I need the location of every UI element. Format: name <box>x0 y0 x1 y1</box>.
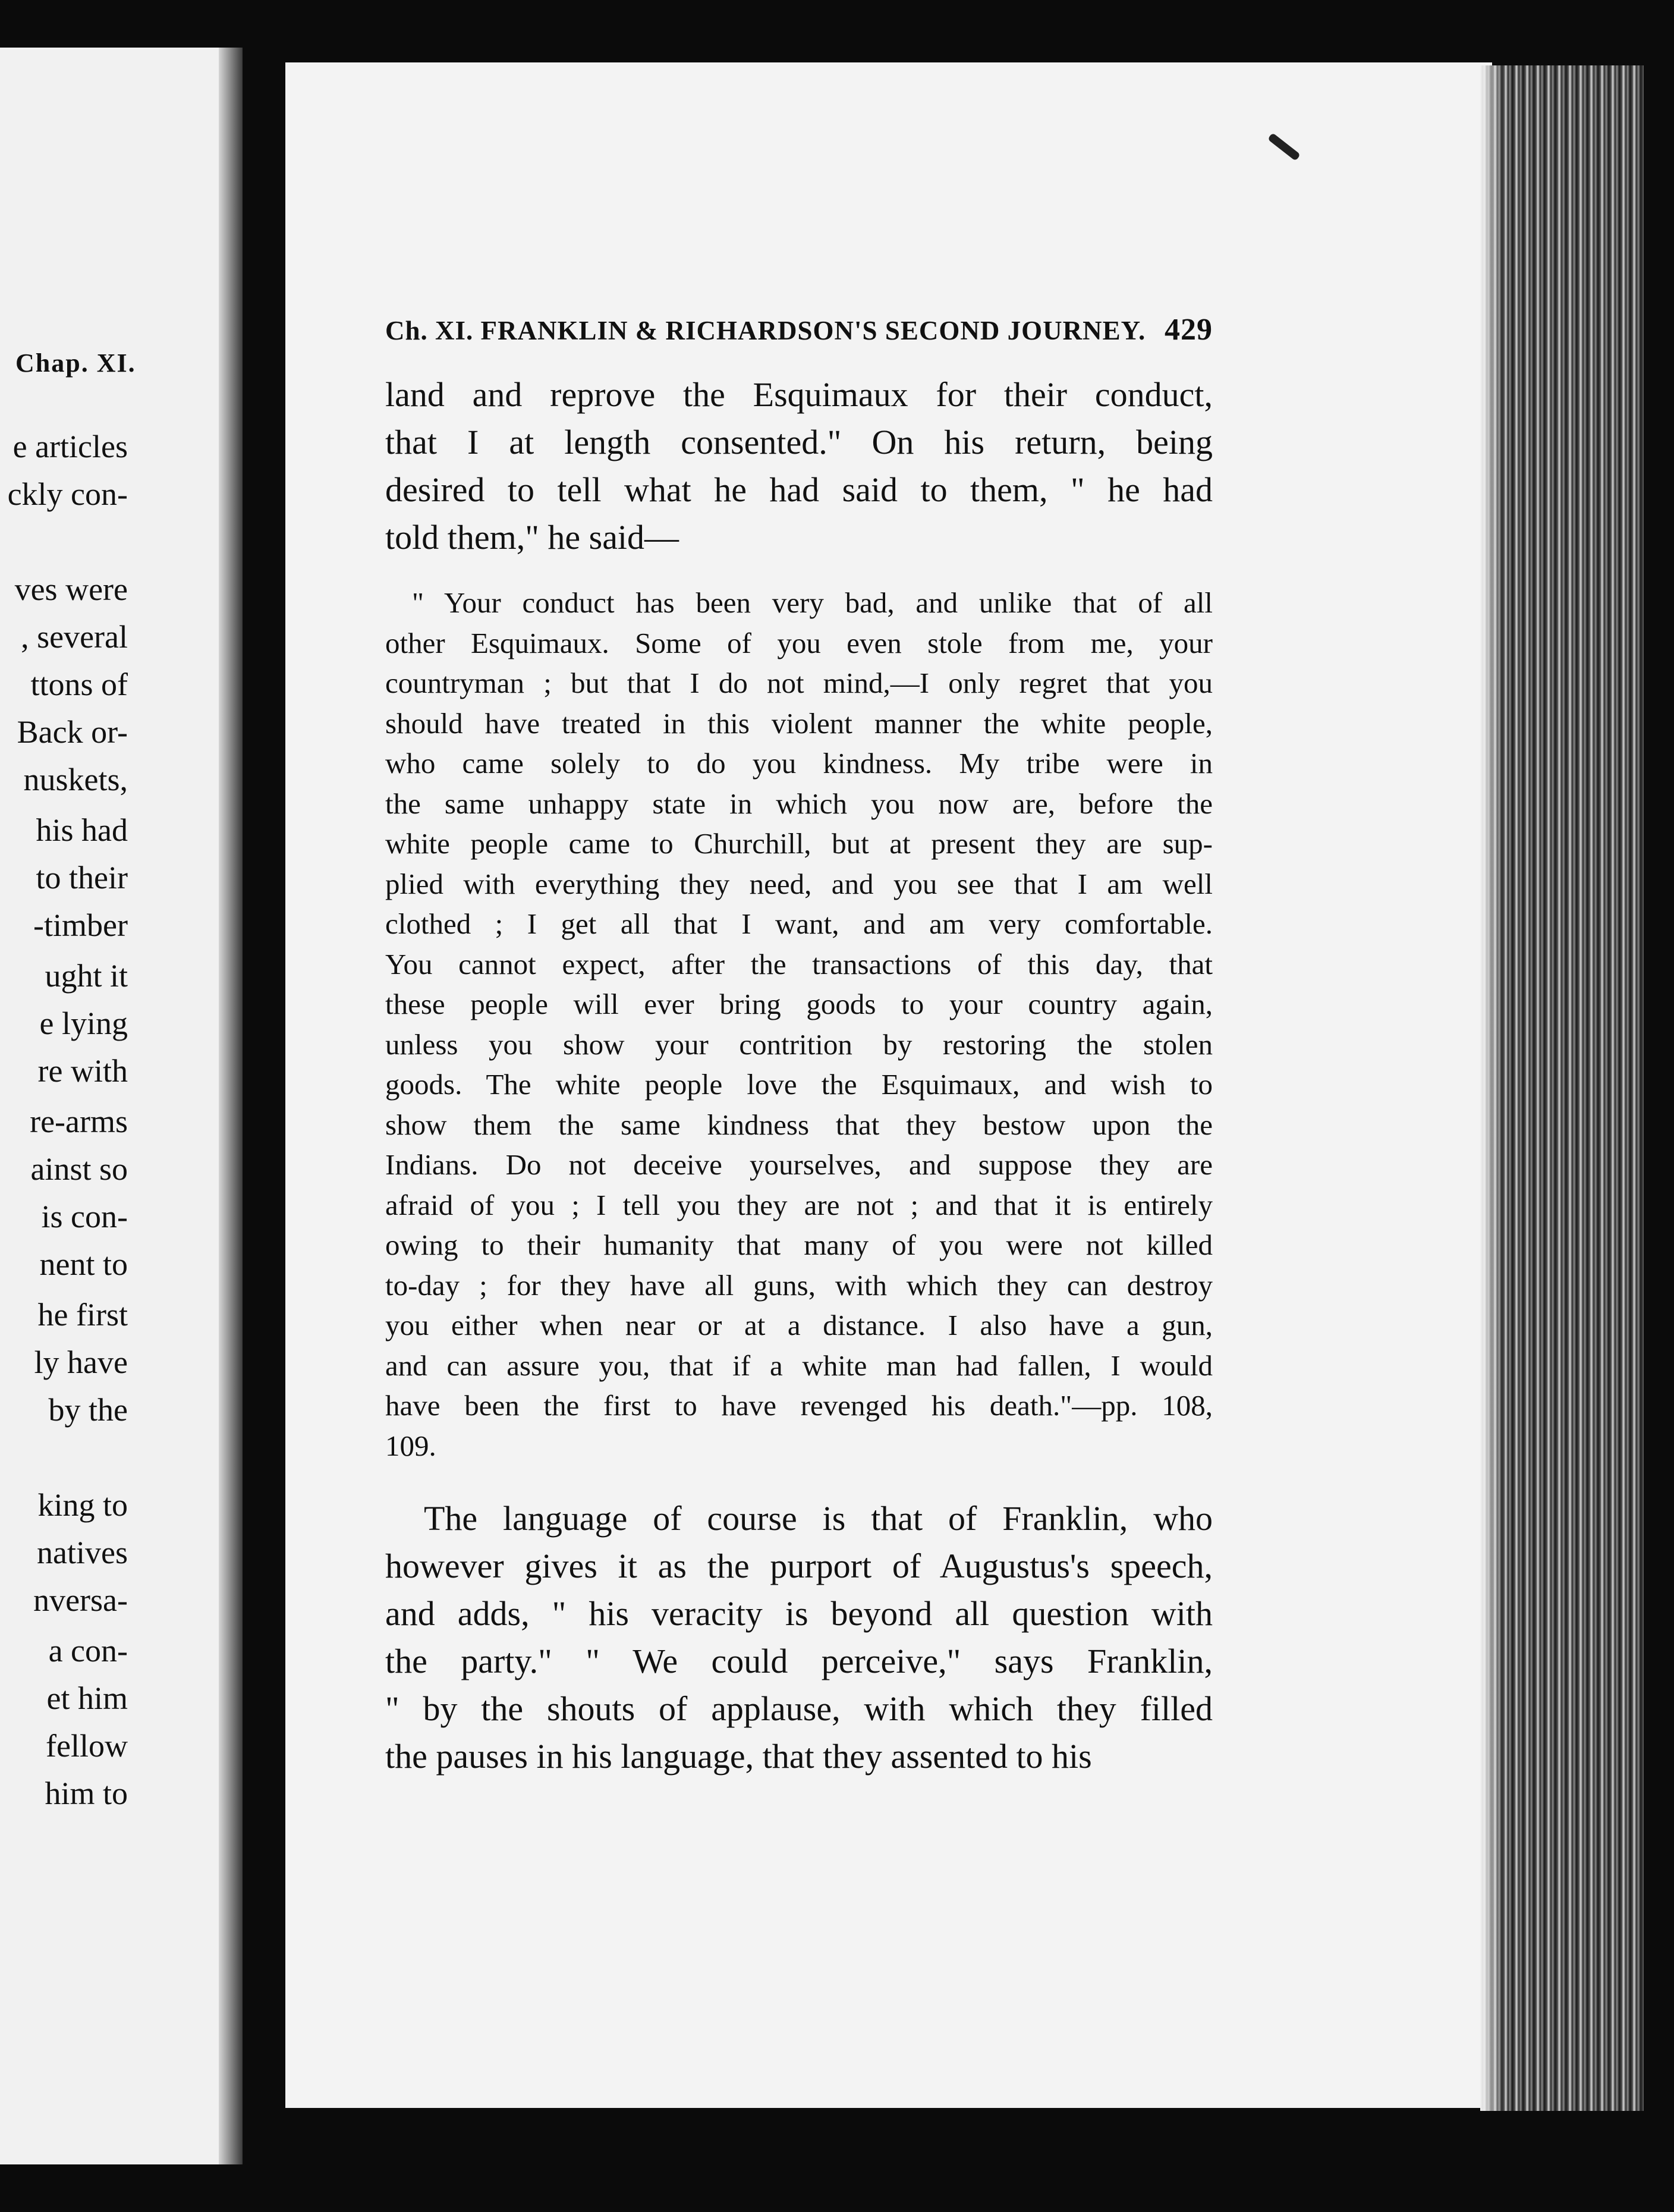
text-line: white people came to Churchill, but at present they are sup- <box>385 827 1213 860</box>
left-page-line: re with <box>37 1053 128 1089</box>
left-page-line: ly have <box>34 1344 128 1380</box>
left-page-line: is con- <box>41 1199 128 1234</box>
left-page-line: a con- <box>48 1633 128 1669</box>
text-line: you either when near or at a distance. I also have a gun, <box>385 1309 1213 1341</box>
text-line: and adds, " his veracity is beyond all question with <box>385 1594 1213 1633</box>
book-gutter <box>219 48 243 2164</box>
text-line: told them," he said— <box>385 518 679 557</box>
left-page-line: he first <box>37 1297 128 1333</box>
text-line: clothed ; I get all that I want, and am very comfortable. <box>385 907 1213 940</box>
left-page-header: Chap. XI. <box>15 348 136 378</box>
left-page-line: nuskets, <box>23 762 128 797</box>
left-page-line: , several <box>21 619 128 655</box>
text-line: plied with everything they need, and you see that I am well <box>385 867 1213 900</box>
text-line: You cannot expect, after the transactions of this day, that <box>385 947 1213 981</box>
text-line: show them the same kindness that they bestow upon the <box>385 1108 1213 1141</box>
text-line: these people will ever bring goods to your country again, <box>385 988 1213 1020</box>
text-line: afraid of you ; I tell you they are not ; and that it is entirely <box>385 1188 1213 1221</box>
text-line: owing to their humanity that many of you were not killed <box>385 1228 1213 1261</box>
left-page-line: natives <box>37 1535 128 1570</box>
left-page-line: nversa- <box>33 1582 128 1618</box>
running-head <box>385 312 1213 347</box>
running-head-title: Ch. XI. FRANKLIN & RICHARDSON'S SECOND JOURNEY. <box>385 316 1146 345</box>
text-line: land and reprove the Esquimaux for their conduct, <box>385 375 1213 414</box>
left-page-line: him to <box>45 1776 128 1811</box>
left-page-line: his had <box>36 812 128 848</box>
left-page-line: ttons of <box>30 667 128 702</box>
left-page-line: ught it <box>45 958 128 994</box>
left-page-line: king to <box>37 1487 128 1523</box>
page-edges <box>1480 65 1644 2111</box>
text-line: should have treated in this violent manner the white people, <box>385 706 1213 740</box>
text-line: " by the shouts of applause, with which they filled <box>385 1689 1213 1728</box>
text-line: the same unhappy state in which you now are, before the <box>385 787 1213 820</box>
left-page-line: nent to <box>39 1246 128 1282</box>
text-line: countryman ; but that I do not mind,—I only regret that you <box>385 667 1213 699</box>
text-line: and can assure you, that if a white man had fallen, I would <box>385 1349 1213 1382</box>
text-line: the party." " We could perceive," says Franklin, <box>385 1642 1213 1680</box>
left-page-line: e articles <box>12 429 128 464</box>
text-line: unless you show your contrition by restoring the stolen <box>385 1028 1213 1061</box>
page-number: 429 <box>1165 313 1213 347</box>
text-line: who came solely to do you kindness. My tribe were in <box>385 747 1213 780</box>
left-page-line: Back or- <box>17 714 128 750</box>
text-line: to-day ; for they have all guns, with which they can destroy <box>385 1268 1213 1302</box>
left-page-text <box>0 48 235 2164</box>
text-line: have been the first to have revenged his death."—pp. 108, <box>385 1389 1213 1422</box>
left-page-line: ckly con- <box>7 476 128 512</box>
text-line: however gives it as the purport of Augustus's speech, <box>385 1547 1213 1585</box>
text-line: 109. <box>385 1429 436 1462</box>
left-page-line: et him <box>46 1680 128 1716</box>
left-page-line: re-arms <box>30 1104 128 1139</box>
left-page-line: e lying <box>39 1006 128 1041</box>
left-page-line: ainst so <box>30 1151 128 1187</box>
left-page-line: ves were <box>14 571 128 607</box>
left-page-line: fellow <box>46 1728 128 1764</box>
left-page-line: -timber <box>33 907 128 943</box>
left-page <box>0 48 235 2164</box>
text-line: that I at length consented." On his return, being <box>385 423 1213 461</box>
text-line: Indians. Do not deceive yourselves, and suppose they are <box>385 1148 1213 1181</box>
left-page-line: by the <box>48 1392 128 1428</box>
left-page-line: to their <box>36 860 128 896</box>
text-line: the pauses in his language, that they assented to his <box>385 1737 1092 1776</box>
text-line: " Your conduct has been very bad, and unlike that of all <box>412 586 1213 619</box>
text-line: other Esquimaux. Some of you even stole from me, your <box>385 626 1213 659</box>
text-line: goods. The white people love the Esquimaux, and wish to <box>385 1068 1213 1101</box>
text-line: The language of course is that of Franklin, who <box>424 1499 1213 1538</box>
text-line: desired to tell what he had said to them, " he had <box>385 470 1213 509</box>
